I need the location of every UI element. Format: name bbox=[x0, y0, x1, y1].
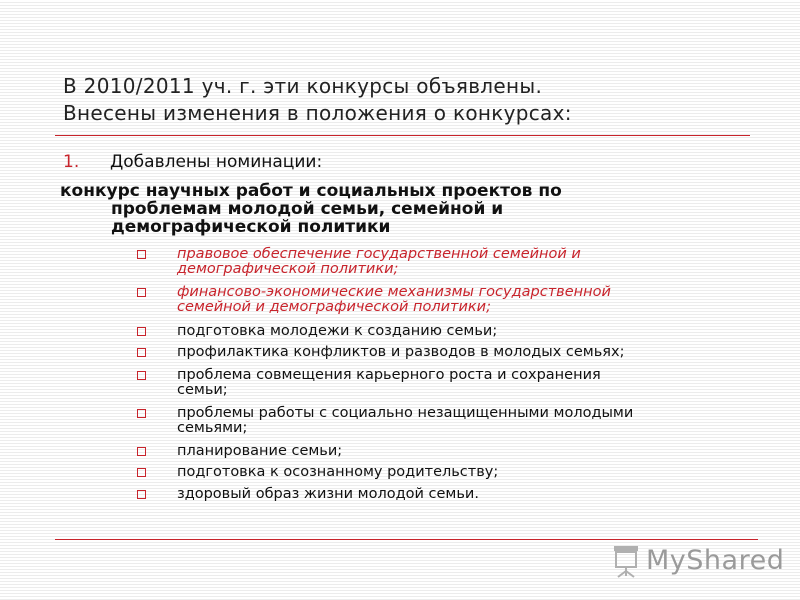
list-item-line-2: семьями; bbox=[177, 420, 248, 436]
list-item bbox=[137, 487, 479, 502]
square-bullet-icon bbox=[137, 327, 146, 336]
nomination-heading-line-3: демографической политики bbox=[111, 217, 391, 237]
title-line-2: Внесены изменения в положения о конкурсах: bbox=[63, 101, 572, 125]
square-bullet-icon bbox=[137, 288, 146, 297]
nomination-heading bbox=[60, 182, 700, 236]
list-item bbox=[137, 247, 581, 277]
numbered-index: 1. bbox=[63, 152, 80, 172]
list-item bbox=[137, 465, 498, 480]
list-item-line-1: проблема совмещения карьерного роста и сохранения bbox=[177, 367, 601, 383]
list-item bbox=[137, 345, 624, 360]
square-bullet-icon bbox=[137, 348, 146, 357]
nomination-heading-line-2: проблемам молодой семьи, семейной и bbox=[111, 199, 504, 219]
list-item-line-1: проблемы работы с социально незащищенными молодыми bbox=[177, 405, 634, 421]
list-item-line-2: семьи; bbox=[177, 382, 228, 398]
list-item-line-2: семейной и демографической политики; bbox=[177, 299, 491, 315]
list-item bbox=[137, 444, 342, 459]
list-item-line-1: здоровый образ жизни молодой семьи. bbox=[177, 486, 479, 502]
square-bullet-icon bbox=[137, 371, 146, 380]
title-divider bbox=[55, 135, 750, 136]
nomination-heading-line-1: конкурс научных работ и социальных проектов по bbox=[60, 181, 562, 201]
list-item bbox=[137, 406, 633, 436]
watermark-logo bbox=[606, 543, 785, 579]
square-bullet-icon bbox=[137, 250, 146, 259]
list-item bbox=[137, 285, 611, 315]
watermark-text: MyShared bbox=[646, 545, 785, 576]
slide-title bbox=[63, 73, 783, 127]
numbered-text: Добавлены номинации: bbox=[110, 152, 323, 172]
square-bullet-icon bbox=[137, 490, 146, 499]
list-item-line-1: правовое обеспечение государственной семейной и bbox=[177, 246, 581, 262]
list-item bbox=[137, 324, 497, 339]
square-bullet-icon bbox=[137, 468, 146, 477]
numbered-item bbox=[63, 151, 322, 173]
square-bullet-icon bbox=[137, 409, 146, 418]
list-item-line-1: подготовка молодежи к созданию семьи; bbox=[177, 323, 498, 339]
square-bullet-icon bbox=[137, 447, 146, 456]
list-item-line-1: профилактика конфликтов и разводов в молодых семьях; bbox=[177, 344, 625, 360]
list-item-line-1: финансово-экономические механизмы государственной bbox=[177, 284, 611, 300]
footer-divider bbox=[55, 539, 758, 540]
list-item-line-1: подготовка к осознанному родительству; bbox=[177, 464, 499, 480]
list-item-line-2: демографической политики; bbox=[177, 261, 399, 277]
list-item bbox=[137, 368, 601, 398]
presentation-board-icon bbox=[606, 543, 646, 579]
title-line-1: В 2010/2011 уч. г. эти конкурсы объявлены. bbox=[63, 74, 543, 98]
list-item-line-1: планирование семьи; bbox=[177, 443, 343, 459]
